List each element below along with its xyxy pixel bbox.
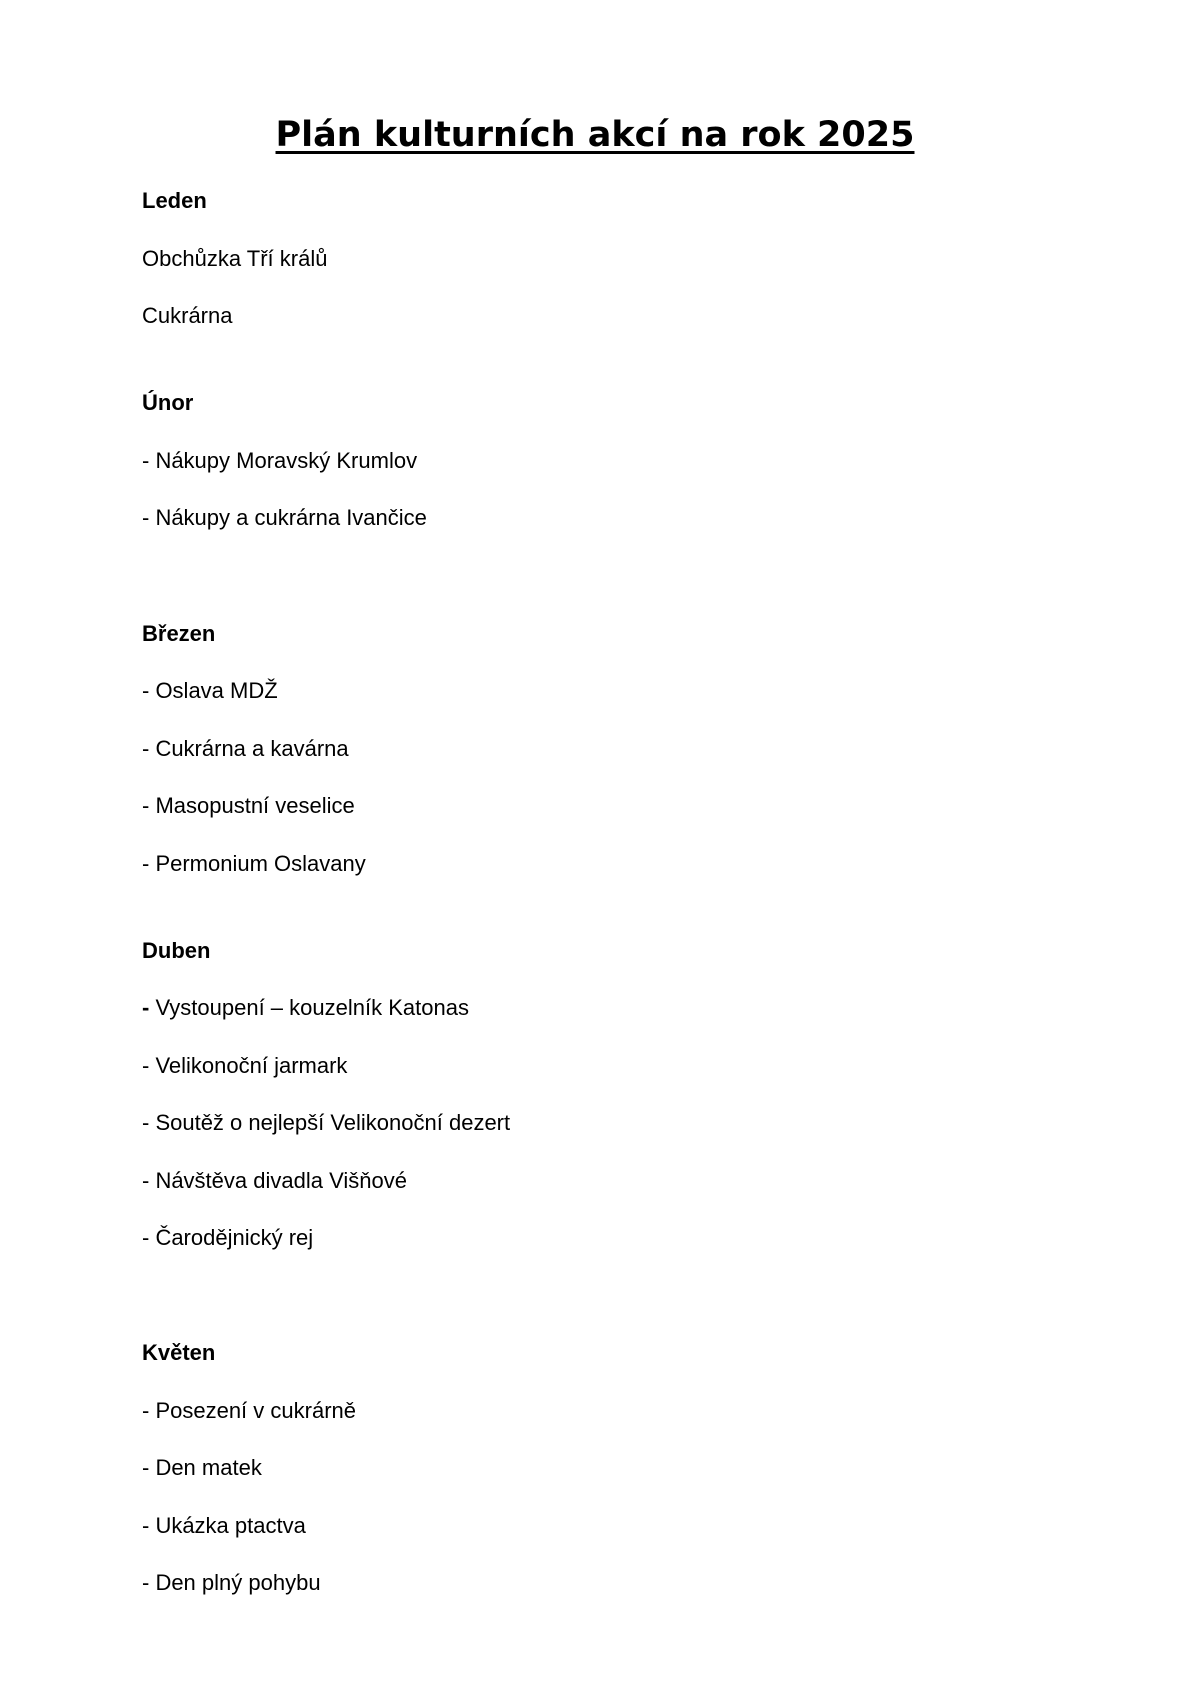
list-item: - Masopustní veselice bbox=[142, 793, 355, 818]
list-item: - Čarodějnický rej bbox=[142, 1225, 314, 1250]
list-item: - Cukrárna a kavárna bbox=[142, 736, 349, 761]
list-item: - Posezení v cukrárně bbox=[142, 1398, 356, 1423]
list-item: - Den matek bbox=[142, 1455, 262, 1480]
month-heading-duben: Duben bbox=[142, 938, 211, 963]
month-heading-leden: Leden bbox=[142, 188, 207, 213]
list-item-text: Vystoupení – kouzelník Katonas bbox=[149, 995, 469, 1020]
list-item: - Ukázka ptactva bbox=[142, 1513, 306, 1538]
list-item: - Den plný pohybu bbox=[142, 1570, 321, 1595]
list-item-dash: - bbox=[142, 995, 150, 1020]
document-title: Plán kulturních akcí na rok 2025 bbox=[275, 115, 915, 155]
month-heading-brezen: Březen bbox=[142, 621, 216, 646]
list-item: - Nákupy Moravský Krumlov bbox=[142, 448, 418, 473]
list-item: - Návštěva divadla Višňové bbox=[142, 1168, 407, 1193]
list-item: Cukrárna bbox=[142, 303, 233, 328]
list-item: - Nákupy a cukrárna Ivančice bbox=[142, 505, 427, 530]
list-item: - Oslava MDŽ bbox=[142, 678, 278, 703]
month-heading-unor: Únor bbox=[142, 390, 194, 415]
month-heading-kveten: Květen bbox=[142, 1340, 216, 1365]
list-item: - Soutěž o nejlepší Velikonoční dezert bbox=[142, 1110, 511, 1135]
list-item bbox=[142, 994, 469, 1022]
list-item: Obchůzka Tří králů bbox=[142, 246, 328, 271]
list-item: - Permonium Oslavany bbox=[142, 851, 366, 876]
list-item: - Velikonoční jarmark bbox=[142, 1053, 348, 1078]
